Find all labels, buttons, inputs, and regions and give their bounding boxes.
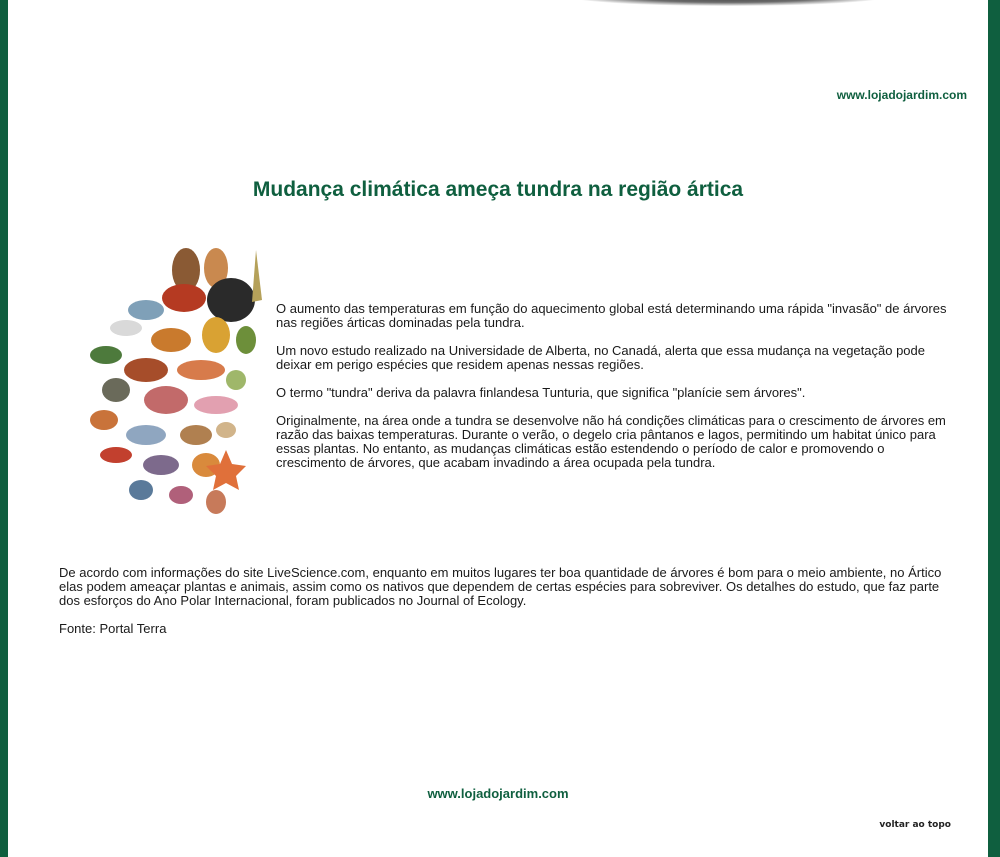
paragraph-2: Um novo estudo realizado na Universidade de Alberta, no Canadá, alerta que essa mudança na vegetação pode deixar em perigo espécies que residem apenas nessas regiões. [276, 343, 925, 372]
site-link-bottom[interactable]: www.lojadojardim.com [427, 786, 569, 801]
article-intro [276, 302, 956, 484]
source-credit: Fonte: Portal Terra [59, 621, 167, 636]
article-title: Mudança climática ameça tundra na região ártica [252, 178, 744, 201]
header-shadow-decoration [568, 0, 888, 6]
biodiversity-illustration [66, 240, 266, 520]
back-to-top-link[interactable]: voltar ao topo [879, 820, 951, 830]
article-closing [59, 566, 959, 650]
site-link-top[interactable]: www.lojadojardim.com [836, 88, 967, 102]
paragraph-5: De acordo com informações do site LiveScience.com, enquanto em muitos lugares ter boa quantidade de árvores é bom para o meio ambiente, no Ártico elas podem ameaçar plantas e animais, assim como os nativos que dependem de certas espécies para sobreviver. Os detalhes do estudo, que faz parte dos esforços do Ano Polar Internacional, foram publicados no Journal of Ecology. [59, 565, 942, 608]
page-container [8, 0, 988, 857]
paragraph-3: O termo "tundra" deriva da palavra finlandesa Tunturia, que significa "planície sem árvores". [276, 385, 806, 400]
illustration-figures [90, 248, 262, 514]
paragraph-4: Originalmente, na área onde a tundra se desenvolve não há condições climáticas para o crescimento de árvores em razão das baixas temperaturas. Durante o verão, o degelo cria pântanos e lagos, permitindo um habitat único para essas plantas. No entanto, as mudanças climáticas estão estendendo o período de calor e promovendo o crescimento de árvores, que acabam invadindo a área ocupada pela tundra. [276, 413, 946, 470]
paragraph-1: O aumento das temperaturas em função do aquecimento global está determinando uma rápida "invasão" de árvores nas regiões árticas dominadas pela tundra. [276, 301, 947, 330]
